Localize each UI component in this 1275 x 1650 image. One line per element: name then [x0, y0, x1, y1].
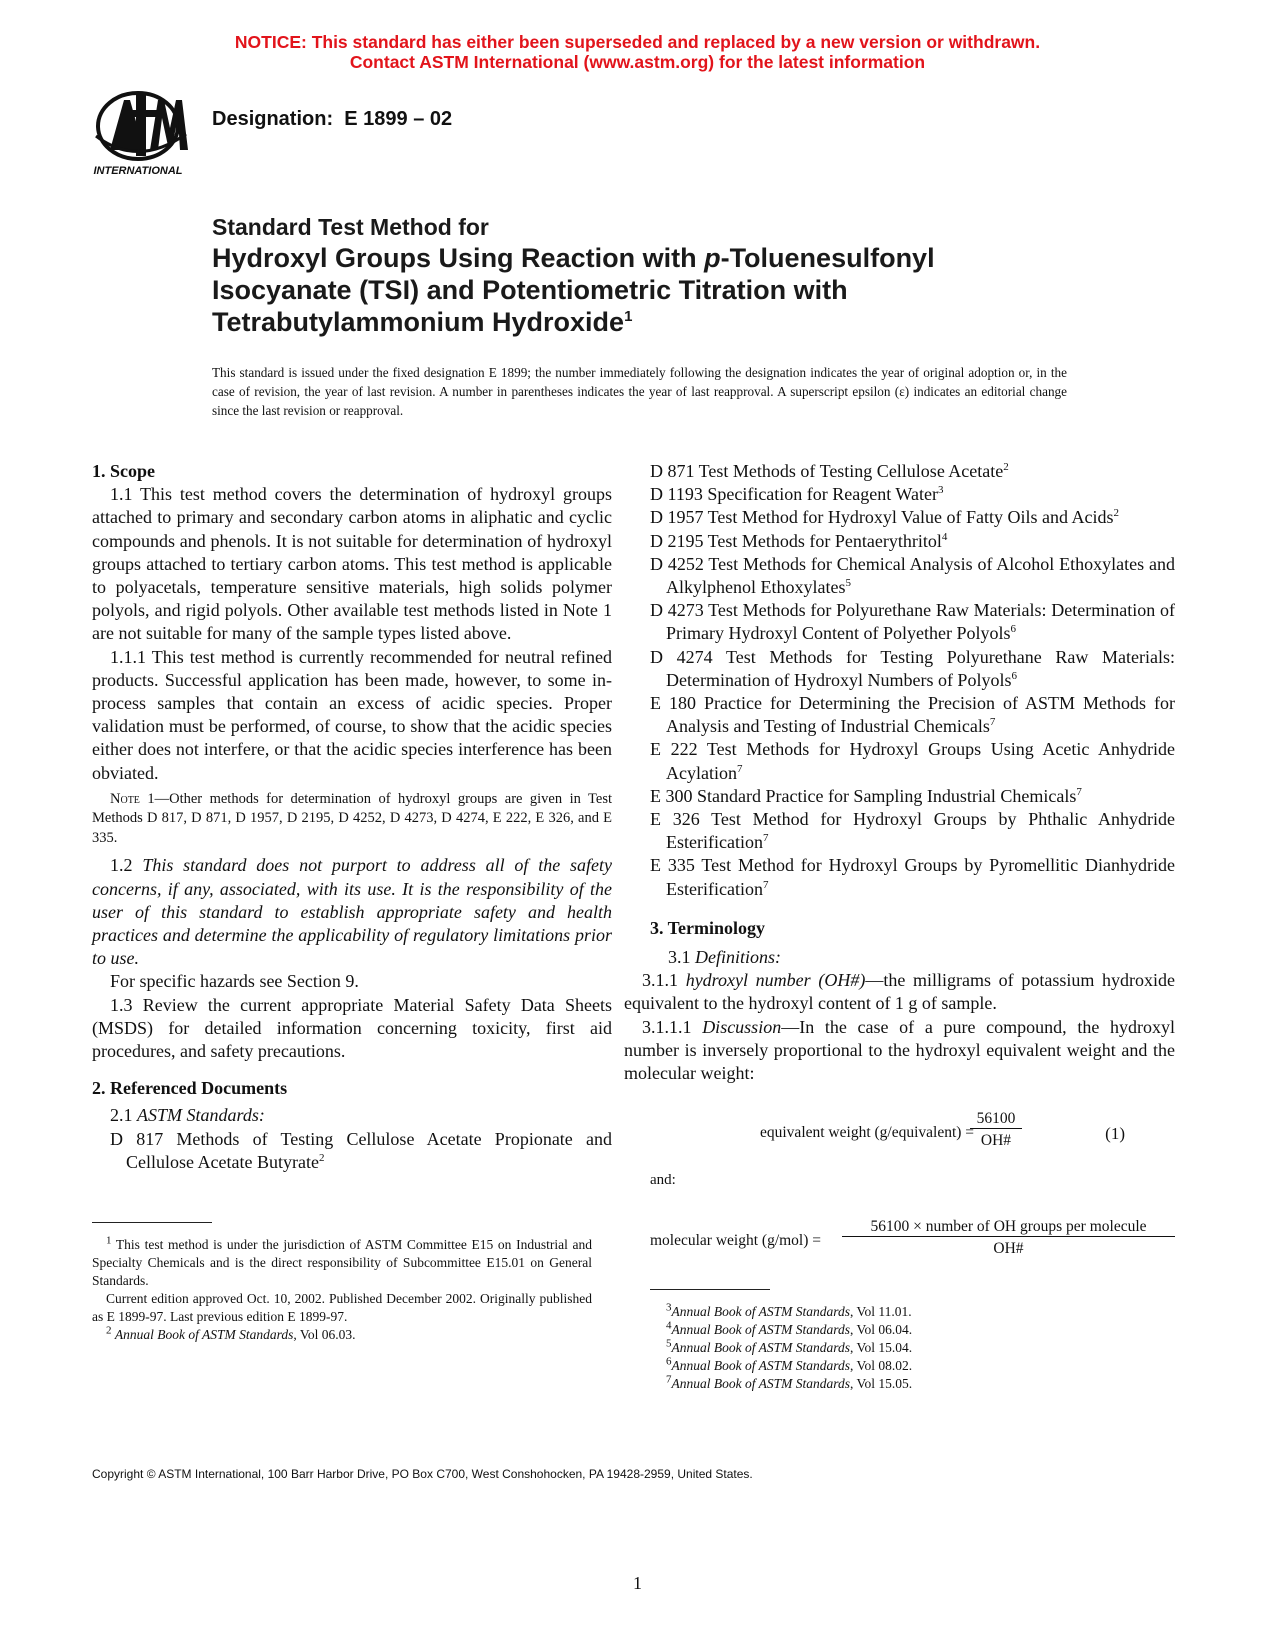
reference-item: E 335 Test Method for Hydroxyl Groups by Pyromellitic Dianhydride Esterification$^7$: [650, 855, 1175, 899]
issue-statement: This standard is issued under the fixed designation E 1899; the number immediately following the designation indicates the year of original adoption or, in the case of revision, the year of last revision. A number in parentheses indicates the year of last reapproval. A superscript epsilon (ε) indicates an editorial change since the last revision or reapproval.: [212, 365, 1067, 418]
astm-logo-icon: [92, 88, 202, 180]
footnote-1: $^1$ This test method is under the jurisdiction of ASTM Committee E15 on Industrial and Specialty Chemicals and is the direct responsibility of Subcommittee E15.01 on General Standards.: [92, 1234, 592, 1288]
reference-item: E 180 Practice for Determining the Precision of ASTM Methods for Analysis and Testing of Industrial Chemicals$^7$: [650, 693, 1175, 737]
designation: [212, 108, 452, 131]
eq1-denominator: OH#: [980, 1132, 1012, 1149]
section-1-1-1: 1.1.1 This test method is currently recommended for neutral refined products. Successful application has been made, however, to some in-process samples that contain an excess of acidic species. Proper validation must be performed, of course, to show that the acidic species either does not interfere, or that the acidic species interference has been obviated.: [92, 646, 612, 783]
eq1-label: (1): [1105, 1124, 1125, 1143]
section-1-2-hazards: For specific hazards see Section 9.: [110, 971, 359, 992]
section-3-1: 3.1 Definitions:: [668, 947, 781, 968]
section-1-1: 1.1 This test method covers the determination of hydroxyl groups attached to primary and secondary carbon atoms in aliphatic and cyclic compounds and phenols. It is not suitable for determination of hydroxyl groups attached to tertiary carbon atoms. This test method is applicable to polyacetals, temperature sensitive materials, high solids polymer polyols, and rigid polyols. Other available test methods listed in Note 1 are not suitable for many of the sample types listed above.: [92, 484, 612, 644]
designation-label: Designation:: [212, 108, 334, 130]
left-footnotes: [92, 1222, 592, 1344]
logo-text: INTERNATIONAL: [93, 165, 183, 177]
note-1: Note 1—Other methods for determination of hydroxyl groups are given in Test Methods D 817, D 871, D 1957, D 2195, D 4252, D 4273, D 4274, E 222, E 326, and E 335.: [92, 790, 612, 846]
reference-item: D 2195 Test Methods for Pentaerythritol$^4$: [650, 530, 948, 551]
designation-value: E 1899 – 02: [344, 108, 453, 130]
reference-item: E 326 Test Method for Hydroxyl Groups by Phthalic Anhydride Esterification$^7$: [650, 809, 1175, 853]
withdrawal-notice: [0, 32, 1275, 72]
title-line-1: Standard Test Method for: [212, 214, 489, 240]
section-3-1-1: 3.1.1 hydroxyl number (OH#)—the milligrams of potassium hydroxide equivalent to the hydroxyl content of 1 g of sample.: [624, 970, 1175, 1014]
section-1-2: 1.2 This standard does not purport to address all of the safety concerns, if any, associated, with its use. It is the responsibility of the user of this standard to establish appropriate safety and health practices and determine the applicability of regulatory limitations prior to use.: [92, 855, 613, 969]
reference-item: D 1957 Test Method for Hydroxyl Value of Fatty Oils and Acids$^2$: [650, 507, 1120, 528]
astm-logo: [92, 88, 202, 180]
footnote-1-edition: Current edition approved Oct. 10, 2002. Published December 2002. Originally published as E 1899-97. Last previous edition E 1899-97.: [92, 1291, 592, 1324]
reference-item: D 871 Test Methods of Testing Cellulose Acetate$^2$: [650, 461, 1009, 481]
equation-2: [650, 1218, 1175, 1264]
reference-item: D 4274 Test Methods for Testing Polyurethane Raw Materials: Determination of Hydroxyl Numbers of Polyols$^6$: [650, 646, 1175, 690]
page-number: 1: [633, 1573, 642, 1593]
reference-item: E 222 Test Methods for Hydroxyl Groups Using Acetic Anhydride Acylation$^7$: [650, 739, 1175, 783]
footnote-6: $^6$Annual Book of ASTM Standards, Vol 08.02.: [666, 1355, 913, 1373]
reference-item: E 300 Standard Practice for Sampling Industrial Chemicals$^7$: [650, 785, 1082, 806]
equation-1: [760, 1108, 1125, 1156]
title-line-2: Hydroxyl Groups Using Reaction with p-Toluenesulfonyl: [212, 243, 935, 273]
notice-line-2: Contact ASTM International (www.astm.org) for the latest information: [349, 52, 926, 72]
left-column: [92, 460, 612, 1174]
and-text: and:: [650, 1172, 676, 1188]
terminology-heading: 3. Terminology: [650, 917, 766, 938]
document-title: [212, 212, 1192, 338]
reference-item: D 4252 Test Methods for Chemical Analysis of Alcohol Ethoxylates and Alkylphenol Ethoxylates$^5$: [650, 553, 1175, 598]
footnote-4: $^4$Annual Book of ASTM Standards, Vol 06.04.: [666, 1319, 913, 1337]
section-3-1-1-1: 3.1.1.1 Discussion—In the case of a pure compound, the hydroxyl number is inversely proportional to the hydroxyl equivalent weight and the molecular weight:: [624, 1016, 1176, 1084]
copyright: Copyright © ASTM International, 100 Barr Harbor Drive, PO Box C700, West Conshohocken, PA 19428-2959, United States.: [92, 1467, 753, 1481]
ref-d817: D 817 Methods of Testing Cellulose Acetate Propionate and Cellulose Acetate Butyrate$^2$: [110, 1128, 612, 1172]
eq2-lhs: molecular weight (g/mol) =: [650, 1232, 822, 1249]
reference-item: D 4273 Test Methods for Polyurethane Raw Materials: Determination of Primary Hydroxyl Content of Polyether Polyols$^6$: [650, 600, 1175, 644]
referenced-documents-list: [650, 460, 1175, 901]
footnote-rule: [92, 1222, 212, 1223]
right-footnotes: [650, 1289, 1150, 1393]
section-1-3: 1.3 Review the current appropriate Material Safety Data Sheets (MSDS) for detailed information concerning toxicity, first aid procedures, and safety precautions.: [92, 994, 612, 1061]
eq1-lhs: equivalent weight (g/equivalent) =: [760, 1124, 975, 1141]
reference-item: D 1193 Specification for Reagent Water$^3$: [650, 484, 944, 505]
eq2-denominator: OH#: [993, 1240, 1024, 1257]
footnote-7: $^7$Annual Book of ASTM Standards, Vol 15.05.: [666, 1373, 913, 1391]
footnote-3: $^3$Annual Book of ASTM Standards, Vol 11.01.: [666, 1301, 912, 1319]
title-line-3: Isocyanate (TSI) and Potentiometric Titration with: [212, 275, 848, 305]
scope-heading: 1. Scope: [92, 461, 155, 481]
title-line-4: Tetrabutylammonium Hydroxide$^1$: [212, 307, 633, 337]
notice-line-1: NOTICE: This standard has either been superseded and replaced by a new version or withdrawn.: [234, 32, 1041, 52]
footnote-2: $^2$ Annual Book of ASTM Standards, Vol 06.03.: [106, 1324, 356, 1342]
right-column: [624, 460, 1176, 1085]
footnote-rule-right: [650, 1289, 770, 1290]
eq1-numerator: 56100: [970, 1110, 1022, 1129]
section-2-1: 2.1 ASTM Standards:: [110, 1105, 265, 1126]
right-footnote-list: [650, 1303, 1150, 1393]
referenced-docs-heading: 2. Referenced Documents: [92, 1078, 288, 1099]
eq2-numerator: 56100 × number of OH groups per molecule: [842, 1218, 1175, 1237]
footnote-5: $^5$Annual Book of ASTM Standards, Vol 15.04.: [666, 1337, 913, 1355]
